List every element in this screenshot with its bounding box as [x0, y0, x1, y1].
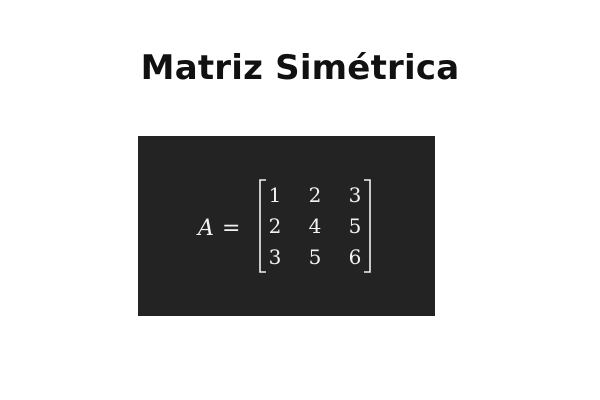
matrix-cells	[269, 183, 362, 269]
right-bracket	[364, 180, 370, 272]
matrix-cell-r1-c2: 2	[308, 183, 322, 207]
matrix-cell-r2-c3: 5	[348, 214, 362, 238]
matrix-cell-r1-c3: 3	[348, 183, 362, 207]
matrix-cell-r3-c1: 3	[268, 245, 282, 269]
matrix-formula	[138, 136, 435, 316]
equals-sign: =	[222, 216, 241, 241]
matrix-variable: A	[198, 216, 214, 241]
matrix-cell-r1-c1: 1	[268, 183, 282, 207]
matrix-cell-r3-c3: 6	[348, 245, 362, 269]
matrix-cell-r2-c2: 4	[308, 214, 322, 238]
left-bracket	[260, 180, 266, 272]
page-title: Matriz Simétrica	[140, 48, 460, 88]
matrix-cell-r3-c2: 5	[308, 245, 322, 269]
matrix-cell-r2-c1: 2	[268, 214, 282, 238]
formula-panel	[138, 136, 435, 316]
